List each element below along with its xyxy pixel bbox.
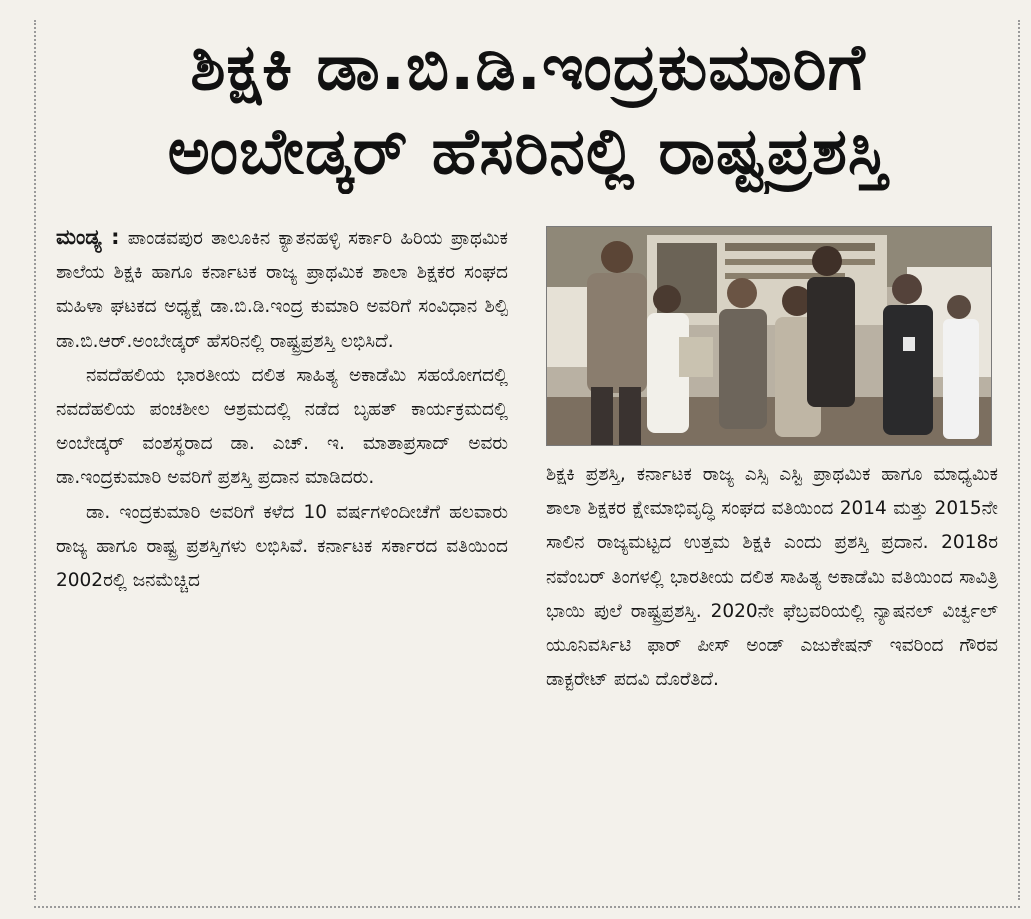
article-paragraph-4: ಶಿಕ್ಷಕಿ ಪ್ರಶಸ್ತಿ, ಕರ್ನಾಟಕ ರಾಜ್ಯ ಎಸ್ಸಿ ಎಸ್ಟಿ ಪ್ರಾಥಮಿಕ ಹಾಗೂ ಮಾಧ್ಯಮಿಕ ಶಾಲಾ ಶಿಕ್ಷಕರ ಕ್ಷೇಮಾಭಿವೃದ್ಧಿ ಸಂಘದ ವತಿಯಿಂದ 2014 ಮತ್ತು 2015ನೇ ಸಾಲಿನ ರಾಜ್ಯಮಟ್ಟದ ಉತ್ತಮ ಶಿಕ್ಷಕಿ ಎಂದು ಪ್ರಶಸ್ತಿ ಪ್ರದಾನ. 2018ರ ನವೆಂಬರ್ ತಿಂಗಳಲ್ಲಿ ಭಾರತೀಯ ದಲಿತ ಸಾಹಿತ್ಯ ಅಕಾಡೆಮಿ ವತಿಯಿಂದ ಸಾವಿತ್ರಿ ಭಾಯಿ ಪುಲೆ ರಾಷ್ಟ್ರಪ್ರಶಸ್ತಿ. 2020ನೇ ಫೆಬ್ರವರಿಯಲ್ಲಿ ನ್ಯಾಷನಲ್ ವಿರ್ಚ್ವಲ್ ಯೂನಿವರ್ಸಿಟಿ ಫಾರ್ ಪೀಸ್ ಅಂಡ್ ಎಜುಕೇಷನ್ ಇವರಿಂದ ಗೌರವ ಡಾಕ್ಟರೇಟ್ ಪದವಿ ದೊರೆತಿದೆ.: [546, 464, 998, 691]
award-ceremony-photo: [546, 226, 992, 446]
article-column-left: [56, 220, 508, 598]
paragraph-1-text: ಪಾಂಡವಪುರ ತಾಲೂಕಿನ ಕ್ಯಾತನಹಳ್ಳಿ ಸರ್ಕಾರಿ ಹಿರಿಯ ಪ್ರಾಥಮಿಕ ಶಾಲೆಯ ಶಿಕ್ಷಕಿ ಹಾಗೂ ಕರ್ನಾಟಕ ರಾಜ್ಯ ಪ್ರಾಥಮಿಕ ಶಾಲಾ ಶಿಕ್ಷಕರ ಸಂಘದ ಮಹಿಳಾ ಘಟಕದ ಅಧ್ಯಕ್ಷೆ ಡಾ.ಬಿ.ಡಿ.ಇಂದ್ರ ಕುಮಾರಿ ಅವರಿಗೆ ಸಂವಿಧಾನ ಶಿಲ್ಪಿ ಡಾ.ಬಿ.ಆರ್.ಅಂಬೇಡ್ಕರ್ ಹೆಸರಿನಲ್ಲಿ ರಾಷ್ಟ್ರಪ್ರಶಸ್ತಿ ಲಭಿಸಿದೆ.: [56, 228, 508, 352]
column-rule-left: [34, 20, 36, 900]
photo-illustration: [547, 227, 991, 445]
dateline: ಮಂಡ್ಯ :: [56, 225, 120, 249]
article-paragraph-1: [56, 220, 508, 359]
bottom-rule: [34, 906, 1020, 908]
headline-line-1: ಶಿಕ್ಷಕಿ ಡಾ.ಬಿ.ಡಿ.ಇಂದ್ರಕುಮಾರಿಗೆ: [190, 31, 866, 105]
column-rule-right: [1018, 20, 1020, 900]
article-column-right: [546, 458, 998, 697]
article-paragraph-3: ಡಾ. ಇಂದ್ರಕುಮಾರಿ ಅವರಿಗೆ ಕಳೆದ 10 ವರ್ಷಗಳಿಂದೀಚೆಗೆ ಹಲವಾರು ರಾಜ್ಯ ಹಾಗೂ ರಾಷ್ಟ್ರ ಪ್ರಶಸ್ತಿಗಳು ಲಭಿಸಿವೆ. ಕರ್ನಾಟಕ ಸರ್ಕಾರದ ವತಿಯಿಂದ 2002ರಲ್ಲಿ ಜನಮೆಚ್ಚಿದ: [56, 501, 508, 592]
headline-line-2: ಅಂಬೇಡ್ಕರ್ ಹೆಸರಿನಲ್ಲಿ ರಾಷ್ಟ್ರಪ್ರಶಸ್ತಿ: [167, 115, 889, 189]
article-paragraph-2: ನವದೆಹಲಿಯ ಭಾರತೀಯ ದಲಿತ ಸಾಹಿತ್ಯ ಅಕಾಡೆಮಿ ಸಹಯೋಗದಲ್ಲಿ ನವದೆಹಲಿಯ ಪಂಚಶೀಲ ಆಶ್ರಮದಲ್ಲಿ ನಡೆದ ಬೃಹತ್ ಕಾರ್ಯಕ್ರಮದಲ್ಲಿ ಅಂಬೇಡ್ಕರ್ ವಂಶಸ್ಥರಾದ ಡಾ. ಎಚ್. ಇ. ಮಾತಾಪ್ರಸಾದ್ ಅವರು ಡಾ.ಇಂದ್ರಕುಮಾರಿ ಅವರಿಗೆ ಪ್ರಶಸ್ತಿ ಪ್ರದಾನ ಮಾಡಿದರು.: [56, 364, 508, 489]
headline: [48, 26, 1008, 194]
